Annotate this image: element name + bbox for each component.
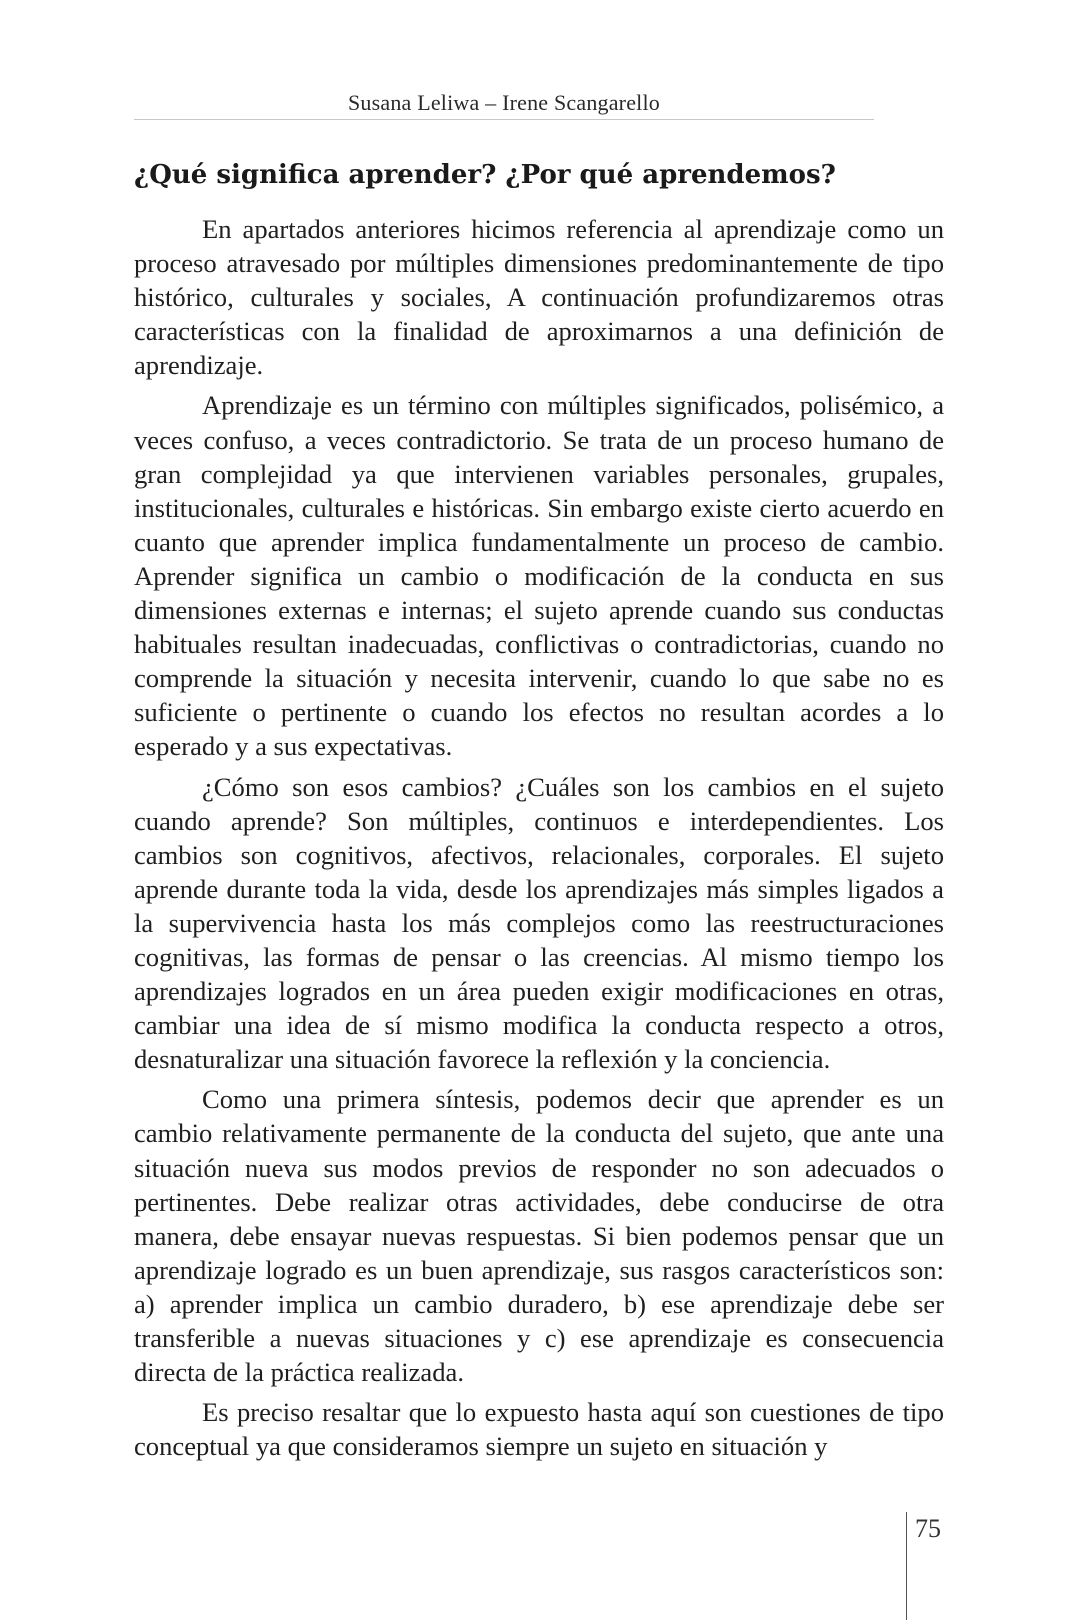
paragraph-5: Es preciso resaltar que lo expuesto hasta aquí son cuestiones de tipo conceptual ya que consideramos siempre un sujeto en situación y <box>134 1397 944 1462</box>
paragraph-2: Aprendizaje es un término con múltiples significados, polisémico, a veces confuso, a veces contradictorio. Se trata de un proceso humano de gran complejidad ya que intervienen variables personales, grupales, institucionales, culturales e históricas. Sin embargo existe cierto acuerdo en cuanto que aprender implica fundamentalmente un proceso de cambio. Aprender significa un cambio o modificación de la conducta en sus dimensiones externas e internas; el sujeto aprende cuando sus conductas habituales resultan inadecuadas, conflictivas o contradictorias, cuando no comprende la situación y necesita intervenir, cuando lo que sabe no es suficiente o pertinente o cuando los efectos no resultan acordes a lo esperado y a sus expectativas. <box>134 390 944 762</box>
running-header: Susana Leliwa – Irene Scangarello <box>347 90 661 115</box>
paragraph-3: ¿Cómo son esos cambios? ¿Cuáles son los cambios en el sujeto cuando aprende? Son múltiples, continuos e interdependientes. Los cambios son cognitivos, afectivos, relacionales, corporales. El sujeto aprende durante toda la vida, desde los aprendizajes más simples ligados a la supervivencia hasta los más complejos como las reestructuraciones cognitivas, las formas de pensar o las creencias. Al mismo tiempo los aprendizajes logrados en un área pueden exigir modificaciones en otras, cambiar una idea de sí mismo modifica la conducta respecto a otros, desnaturalizar una situación favorece la reflexión y la conciencia. <box>134 771 944 1075</box>
page-number: 75 <box>915 1514 941 1543</box>
header-divider <box>134 119 874 120</box>
paragraph-1: En apartados anteriores hicimos referencia al aprendizaje como un proceso atravesado por múltiples dimensiones predominantemente de tipo histórico, culturales y sociales, A continuación profundizaremos otras características con la finalidad de aproximarnos a una definición de aprendizaje. <box>134 214 944 381</box>
page-number-rule <box>906 1512 907 1620</box>
section-title: ¿Qué significa aprender? ¿Por qué aprendemos? <box>134 160 836 190</box>
paragraph-4: Como una primera síntesis, podemos decir que aprender es un cambio relativamente permanente de la conducta del sujeto, que ante una situación nueva sus modos previos de responder no son adecuados o pertinentes. Debe realizar otras actividades, debe conducirse de otra manera, debe ensayar nuevas respuestas. Si bien podemos pensar que un aprendizaje logrado es un buen aprendizaje, sus rasgos característicos son: a) aprender implica un cambio duradero, b) ese aprendizaje debe ser transferible a nuevas situaciones y c) ese aprendizaje es consecuencia directa de la práctica realizada. <box>134 1084 944 1388</box>
body-text <box>134 212 944 1469</box>
